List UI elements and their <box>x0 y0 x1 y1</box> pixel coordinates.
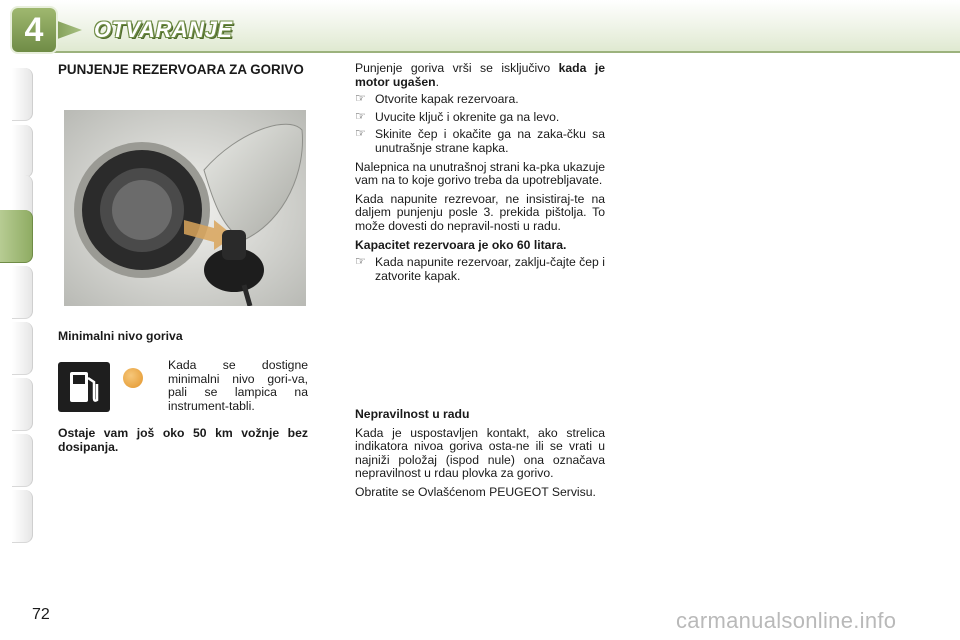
malfunction-text: Kada je uspostavljen kontakt, ako strelica indikatora nivoa goriva osta-ne ili se vrati u najniži položaj (ispod nule) ona označava nepravilnost u rdau plovka za gorivo. <box>355 425 605 481</box>
page-header <box>0 0 960 58</box>
refuel-paragraph: Kada napunite rezrevoar, ne insistiraj-te na daljem punjenju posle 3. prekida pištolja. To može dovesti do nepravil-nosti u radu. <box>355 191 605 233</box>
chapter-title: OTVARANJE <box>94 17 233 42</box>
warning-lamp-icon <box>123 368 143 388</box>
pointing-hand-icon: ☞ <box>355 126 366 141</box>
watermark: carmanualsonline.info <box>676 608 897 633</box>
intro-paragraph <box>355 62 605 89</box>
bullet-text: Uvucite ključ i okrenite ga na levo. <box>375 109 560 124</box>
chapter-tab-8[interactable] <box>12 434 33 487</box>
bullet-item <box>355 93 605 107</box>
chapter-tab-4-active[interactable] <box>0 210 33 263</box>
fuel-pump-icon <box>58 362 110 412</box>
capacity-note: Kapacitet rezervoara je oko 60 litara. <box>355 237 567 252</box>
chapter-tabs <box>0 68 34 578</box>
label-paragraph: Nalepnica na unutrašnoj strani ka-pka ukazuje vam na to koje gorivo treba da upotrebljavate. <box>355 159 605 188</box>
min-fuel-title: Minimalni nivo goriva <box>58 329 183 343</box>
pointing-hand-icon: ☞ <box>355 254 366 269</box>
pointing-hand-icon: ☞ <box>355 91 366 106</box>
malfunction-title: Nepravilnost u radu <box>355 407 470 421</box>
chapter-tab-6[interactable] <box>12 322 33 375</box>
chapter-tab-9[interactable] <box>12 490 33 543</box>
chapter-number-badge: 4 <box>12 8 56 52</box>
right-column <box>355 62 605 283</box>
page-number: 72 <box>32 606 50 623</box>
bullet-item <box>355 108 605 125</box>
bullet-text: Kada napunite rezervoar, zaklju-čajte čep i zatvorite kapak. <box>375 255 605 283</box>
bullet-text: Otvorite kapak rezervoara. <box>375 92 519 107</box>
service-text: Obratite se Ovlašćenom PEUGEOT Servisu. <box>355 484 596 499</box>
bullet-item <box>355 128 605 155</box>
bullet-text: Skinite čep i okačite ga na zaka-čku sa unutrašnje strane kapka. <box>375 127 605 155</box>
pointing-hand-icon: ☞ <box>355 108 366 123</box>
chapter-tab-1[interactable] <box>12 68 33 121</box>
intro-emphasis: kada je motor ugašen <box>355 61 605 89</box>
min-fuel-text: Kada se dostigne minimalni nivo gori-va, pali se lampica na instrument-tabli. <box>168 358 308 413</box>
chapter-tab-5[interactable] <box>12 266 33 319</box>
chapter-tab-7[interactable] <box>12 378 33 431</box>
header-rule <box>50 51 960 53</box>
malfunction-section <box>355 408 605 500</box>
chapter-tab-2[interactable] <box>12 125 33 178</box>
intro-end: . <box>435 74 439 89</box>
bullet-item <box>355 256 605 283</box>
section-title: PUNJENJE REZERVOARA ZA GORIVO <box>58 62 304 77</box>
fuel-cap-photo <box>64 110 306 306</box>
intro-text: Punjenje goriva vrši se isključivo <box>355 61 559 75</box>
range-note: Ostaje vam još oko 50 km vožnje bez dosipanja. <box>58 426 308 454</box>
